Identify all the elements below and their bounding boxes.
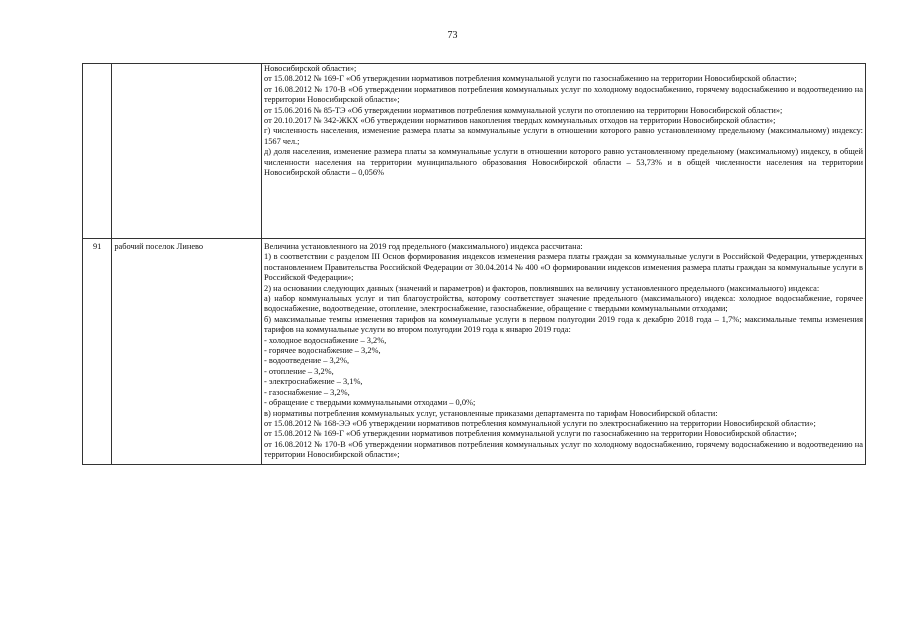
row-number-cell <box>83 64 112 239</box>
text-line: 1) в соответствии с разделом III Основ формирования индексов изменения размера платы граждан за коммунальные услуги в Российской Федерации, утвержденных постановлением Правительства Российской Федерации от 30.04.2014 № 400 «О формировании индексов изменения размера платы граждан за коммунальные услуги в Российской Федерации»; <box>264 252 863 283</box>
description-cell <box>262 239 866 465</box>
text-line: в) нормативы потребления коммунальных услуг, установленные приказами департамента по тарифам Новосибирской области: <box>264 408 718 418</box>
table-row-91 <box>83 239 866 465</box>
text-line: от 16.08.2012 № 170-В «Об утверждении нормативов потребления коммунальных услуг по холодному водоснабжению, горячему водоснабжению и водоотведению на территории Новосибирской области»; <box>264 439 863 460</box>
text-line: - холодное водоснабжение – 3,2%, <box>264 335 387 345</box>
text-line: - газоснабжение – 3,2%, <box>264 387 350 397</box>
text-line: а) набор коммунальных услуг и тип благоустройства, которому соответствует значение предельного (максимального) индекса: холодное водоснабжение, горячее водоснабжение, водоотведение, отопление, электроснабжение, газоснабжение, обращение с твердыми коммунальными отходами; <box>264 294 863 314</box>
text-line: Новосибирской области»; <box>264 64 357 73</box>
text-line: от 20.10.2017 № 342-ЖКХ «Об утверждении нормативов накопления твердых коммунальных отходов на территории Новосибирской области»; <box>264 116 776 126</box>
text-line: 2) на основании следующих данных (значений и параметров) и факторов, повлиявших на величину установленного предельного (максимального) индекса: <box>264 283 820 293</box>
text-line: от 15.08.2012 № 169-Г «Об утверждении нормативов потребления коммунальной услуги по газоснабжению на территории Новосибирской области»; <box>264 74 797 84</box>
text-line: - электроснабжение – 3,1%, <box>264 377 363 387</box>
text-line: - водоотведение – 3,2%, <box>264 356 350 366</box>
page-number: 73 <box>447 30 458 41</box>
description-cell <box>262 64 866 239</box>
text-line: - отопление – 3,2%, <box>264 366 334 376</box>
text-line: д) доля населения, изменение размера платы за коммунальные услуги в отношении которого равно установленному предельному (максимальному) индексу, в общей численности населения на территории муниципального образования Новосибирской области – 53,73% и в общей численности населения на территории Новосибирской области – 0,056% <box>264 147 863 178</box>
text-line: - обращение с твердыми коммунальными отходами – 0,0%; <box>264 398 476 408</box>
text-line: от 15.08.2012 № 168-ЭЭ «Об утверждении нормативов потребления коммунальной услуги по электроснабжению на территории Новосибирской области»; <box>264 418 816 428</box>
table-row-continued <box>83 64 866 239</box>
text-line: Величина установленного на 2019 год предельного (максимального) индекса рассчитана: <box>264 242 583 251</box>
text-line: - горячее водоснабжение – 3,2%, <box>264 346 381 356</box>
row-number-cell: 91 <box>83 239 112 465</box>
text-line: от 15.08.2012 № 169-Г «Об утверждении нормативов потребления коммунальной услуги по газоснабжению на территории Новосибирской области»; <box>264 429 797 439</box>
text-line: от 16.08.2012 № 170-В «Об утверждении нормативов потребления коммунальных услуг по холодному водоснабжению, горячему водоснабжению и водоотведению на территории Новосибирской области»; <box>264 84 863 105</box>
settlement-cell: рабочий поселок Линево <box>112 239 262 465</box>
settlement-cell <box>112 64 262 239</box>
document-table <box>82 63 866 465</box>
text-line: г) численность населения, изменение размера платы за коммунальные услуги в отношении которого равно установленному предельному (максимальному) индексу: 1567 чел.; <box>264 126 863 146</box>
text-line: от 15.06.2016 № 85-ТЭ «Об утверждении нормативов потребления коммунальной услуги по отоплению на территории Новосибирской области»; <box>264 105 783 115</box>
text-line: б) максимальные темпы изменения тарифов на коммунальные услуги в первом полугодии 2019 года к декабрю 2018 года – 1,7%; максимальные темпы изменения тарифов на коммунальные услуги во втором полугодии 2019 года к январю 2019 года: <box>264 314 863 335</box>
